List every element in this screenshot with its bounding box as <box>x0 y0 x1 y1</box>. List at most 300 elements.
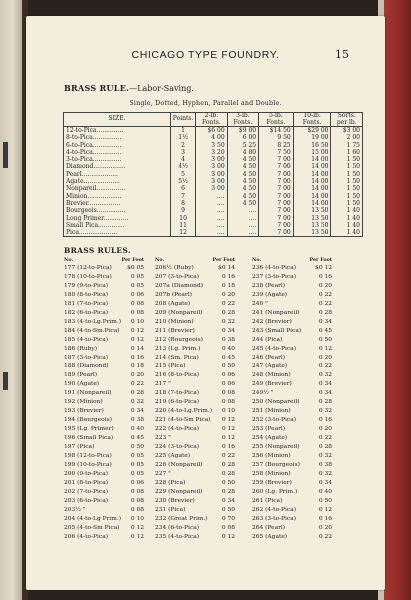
number-header: No. <box>64 257 74 263</box>
rule-number-and-size: 264 (Pearl) <box>252 524 286 531</box>
price-cell: .... <box>196 215 227 222</box>
price-cell: 7 00 <box>259 215 294 222</box>
list-item <box>252 398 332 407</box>
price-cell: 1 75 <box>331 142 363 149</box>
rule-price: 0 28 <box>130 390 144 397</box>
table-row <box>64 163 363 170</box>
list-item <box>252 515 332 524</box>
list-item <box>155 398 235 407</box>
rule-price: 0 20 <box>130 372 144 379</box>
list-item <box>64 345 144 354</box>
price-cell: 7 00 <box>259 222 294 229</box>
column-header: 2-lb. Fonts. <box>196 113 227 127</box>
column-header: SIZE. <box>64 113 171 127</box>
rule-number-and-size: 217 " <box>155 381 171 388</box>
price-cell: 7 00 <box>259 163 294 170</box>
rule-price: 0 28 <box>221 461 235 468</box>
list-item <box>155 533 235 542</box>
rule-price: 0 22 <box>318 291 332 298</box>
rule-number-and-size: 229 (Nonpareil) <box>155 488 203 495</box>
price-cell: 7 00 <box>259 200 294 207</box>
rule-price: 0 12 <box>130 336 144 343</box>
price-cell: 7 50 <box>259 149 294 156</box>
list-item <box>252 407 332 416</box>
price-cell: 3 00 <box>196 171 227 178</box>
rule-number-and-size: 190 (Agate) <box>64 381 100 388</box>
column-header: Sorts. per lb. <box>331 113 363 127</box>
rule-number-and-size: 231 (Pica) <box>155 506 186 513</box>
rule-price: 0 28 <box>221 309 235 316</box>
rule-price: 0 12 <box>221 426 235 433</box>
rule-number-and-size: 244 (Pica) <box>252 336 283 343</box>
list-item <box>252 264 332 273</box>
list-item <box>155 506 235 515</box>
list-item <box>64 515 144 524</box>
price-cell: 10 <box>171 215 196 222</box>
size-name-cell: Pica.................... <box>64 229 171 237</box>
rule-price: 0 12 <box>221 417 235 424</box>
rule-price: 0 32 <box>318 408 332 415</box>
price-cell: 13 50 <box>293 207 331 214</box>
price-cell: $3 00 <box>331 127 363 135</box>
rule-price: 0 32 <box>318 453 332 460</box>
rule-number-and-size: 221 (4-to-Sm Pica) <box>155 417 211 424</box>
list-item <box>155 371 235 380</box>
rule-price: 0 28 <box>221 488 235 495</box>
price-cell: 8 25 <box>259 142 294 149</box>
rule-number-and-size: 235 (4-to-Pica) <box>155 533 200 540</box>
list-item <box>252 380 332 389</box>
price-cell: 3 20 <box>196 149 227 156</box>
number-header: No. <box>252 257 262 263</box>
size-name-cell: 6-to-Pica............... <box>64 142 171 149</box>
price-cell: 1 40 <box>331 207 363 214</box>
price-cell: 7 00 <box>259 229 294 237</box>
rule-price: 0 28 <box>318 444 332 451</box>
rule-price: 0 40 <box>318 488 332 495</box>
rule-price: 0 38 <box>318 461 332 468</box>
rule-price: 0 32 <box>130 399 144 406</box>
price-cell: 4 50 <box>227 171 258 178</box>
list-item <box>64 479 144 488</box>
list-item <box>64 291 144 300</box>
rule-number-and-size: 192 (Minion) <box>64 399 103 406</box>
rule-price: 0 05 <box>130 453 144 460</box>
rule-number-and-size: 210 (Minion) <box>155 318 194 325</box>
list-item <box>64 470 144 479</box>
price-cell: 4 50 <box>227 163 258 170</box>
list-item <box>64 336 144 345</box>
list-item <box>252 336 332 345</box>
rule-number-and-size: 180 (8-to-Pica) <box>64 291 109 298</box>
rule-price: 0 22 <box>318 300 332 307</box>
price-cell: 3 00 <box>196 185 227 192</box>
list-item <box>252 497 332 506</box>
list-item <box>252 479 332 488</box>
table-row <box>64 156 363 163</box>
rule-price: 0 20 <box>318 354 332 361</box>
column-header <box>155 256 235 264</box>
rule-price: 0 08 <box>130 506 144 513</box>
rule-price: 0 38 <box>130 417 144 424</box>
rule-price: 0 40 <box>130 426 144 433</box>
list-item <box>64 398 144 407</box>
price-cell: 4 50 <box>227 156 258 163</box>
price-cell: 1 40 <box>331 229 363 237</box>
list-item <box>64 533 144 542</box>
list-item <box>155 515 235 524</box>
rule-price: 0 10 <box>130 515 144 522</box>
list-item <box>155 264 235 273</box>
rule-number-and-size: 185 (4-to-Pica) <box>64 336 109 343</box>
rule-number-and-size: 260 (Lg. Prim.) <box>252 488 298 495</box>
rule-price: 0 34 <box>318 381 332 388</box>
list-item <box>252 389 332 398</box>
rule-price: 0 08 <box>130 309 144 316</box>
rule-number-and-size: 208 (Agate) <box>155 300 191 307</box>
rule-price: 0 08 <box>221 524 235 531</box>
rule-number-and-size: 238 (Pearl) <box>252 282 286 289</box>
rule-number-and-size: 261 (Pica) <box>252 497 283 504</box>
rule-number-and-size: 222 (4-to-Pica) <box>155 426 200 433</box>
list-item <box>64 434 144 443</box>
rule-number-and-size: 263 (3-to-Pica) <box>252 515 297 522</box>
catalog-page <box>26 16 385 590</box>
price-cell: 4 00 <box>196 134 227 141</box>
running-title: CHICAGO TYPE FOUNDRY. <box>131 49 280 61</box>
rule-price: 0 34 <box>221 497 235 504</box>
rule-number-and-size: 219 (6-to-Pica) <box>155 399 200 406</box>
table-row <box>64 207 363 214</box>
size-name-cell: Nonpareil............... <box>64 185 171 192</box>
list-item <box>155 300 235 309</box>
rule-number-and-size: 196 (Small Pica) <box>64 435 114 442</box>
rule-number-and-size: 262 (4-to-Pica) <box>252 506 297 513</box>
price-cell: 13 50 <box>293 222 331 229</box>
price-cell: .... <box>196 207 227 214</box>
brass-rules-column <box>64 256 144 542</box>
rule-number-and-size: 209 (Nonpareil) <box>155 309 203 316</box>
rule-price: 0 22 <box>318 435 332 442</box>
list-item <box>155 461 235 470</box>
rule-number-and-size: 203 (6-to-Pica) <box>64 497 109 504</box>
rule-number-and-size: 237 (3-to-Pica) <box>252 273 297 280</box>
price-cell: 12 <box>171 229 196 237</box>
list-item <box>252 318 332 327</box>
rule-price: 0 18 <box>221 282 235 289</box>
list-item <box>64 318 144 327</box>
price-cell: 1 50 <box>331 171 363 178</box>
rule-number-and-size: 207 (3-to-Pica) <box>155 273 200 280</box>
price-cell: 13 50 <box>293 229 331 237</box>
rule-number-and-size: 241 (Nonpareil) <box>252 309 300 316</box>
rule-price: 0 32 <box>318 470 332 477</box>
rule-price: 0 34 <box>221 327 235 334</box>
rule-price: 0 12 <box>130 533 144 540</box>
column-header <box>252 256 332 264</box>
list-item <box>252 416 332 425</box>
price-cell: 1 50 <box>331 178 363 185</box>
list-item <box>64 282 144 291</box>
price-cell: 14 00 <box>293 156 331 163</box>
list-item <box>155 416 235 425</box>
section-subtitle: Single, Dotted, Hyphen, Parallel and Double. <box>129 100 282 107</box>
size-name-cell: Agate................... <box>64 178 171 185</box>
rule-price: 0 40 <box>221 345 235 352</box>
price-cell: 14 00 <box>293 178 331 185</box>
rule-number-and-size: 188 (Diamond) <box>64 363 109 370</box>
rule-number-and-size: 256 (Minion) <box>252 453 291 460</box>
rule-price: 0 22 <box>318 363 332 370</box>
list-item <box>252 300 332 309</box>
rule-price: 0 28 <box>318 399 332 406</box>
list-item <box>252 345 332 354</box>
rule-number-and-size: 206½ (Ruby) <box>155 265 194 271</box>
rule-price: 0 10 <box>130 318 144 325</box>
rule-price: 0 50 <box>221 363 235 370</box>
list-item <box>155 425 235 434</box>
list-item <box>252 425 332 434</box>
rule-price: 0 14 <box>130 345 144 352</box>
rule-number-and-size: 230 (Brevier) <box>155 497 195 504</box>
rule-number-and-size: 189 (Pearl) <box>64 372 98 379</box>
list-item <box>64 461 144 470</box>
list-item <box>252 506 332 515</box>
list-item <box>64 300 144 309</box>
section-title-main: BRASS RULE. <box>64 83 130 93</box>
rule-number-and-size: 249 (Brevier) <box>252 381 292 388</box>
rule-price: 0 08 <box>130 300 144 307</box>
list-item <box>155 345 235 354</box>
rule-price: 0 50 <box>318 497 332 504</box>
rule-price: $0 12 <box>315 265 332 271</box>
rule-number-and-size: 199 (10-to-Pica) <box>64 461 112 468</box>
price-cell: 1 40 <box>331 222 363 229</box>
price-cell: 1 <box>171 127 196 135</box>
rule-price: 0 08 <box>130 497 144 504</box>
price-cell: 1 50 <box>331 163 363 170</box>
rule-number-and-size: 194 (Bourgeois) <box>64 417 112 424</box>
rule-number-and-size: 191 (Nonpareil) <box>64 390 112 397</box>
price-cell: 6 00 <box>227 134 258 141</box>
rule-price: 0 12 <box>130 327 144 334</box>
price-cell: 19 00 <box>293 134 331 141</box>
rule-number-and-size: 213 (Lg. Prim.) <box>155 345 201 352</box>
rule-number-and-size: 240 " <box>252 300 268 307</box>
rule-number-and-size: 182 (6-to-Pica) <box>64 309 109 316</box>
rule-number-and-size: 177 (12-to-Pica) <box>64 265 112 271</box>
rule-number-and-size: 207b (Pearl) <box>155 291 192 298</box>
price-cell: 13 50 <box>293 215 331 222</box>
rule-number-and-size: 178 (10-to-Pica) <box>64 273 112 280</box>
rule-price: 0 16 <box>130 354 144 361</box>
rule-price: 0 45 <box>318 327 332 334</box>
list-item <box>155 488 235 497</box>
rule-number-and-size: 227 " <box>155 470 171 477</box>
price-cell: 7 00 <box>259 207 294 214</box>
price-cell: 7 00 <box>259 171 294 178</box>
price-cell: 3 <box>171 149 196 156</box>
rule-number-and-size: 197 (Pica) <box>64 444 95 451</box>
rule-price: 0 06 <box>130 479 144 486</box>
rule-number-and-size: 255 (Nonpareil) <box>252 444 300 451</box>
list-item <box>252 309 332 318</box>
rule-number-and-size: 202 (7-to-Pica) <box>64 488 109 495</box>
rule-price: 0 18 <box>130 363 144 370</box>
list-item <box>155 524 235 533</box>
list-item <box>252 291 332 300</box>
rule-price: 0 12 <box>221 435 235 442</box>
rule-number-and-size: 205 (4-to-Sm Pica) <box>64 524 120 531</box>
rule-number-and-size: 259 (Brevier) <box>252 479 292 486</box>
size-name-cell: 12-to-Pica.............. <box>64 127 171 135</box>
rule-number-and-size: 201 (8-to-Pica) <box>64 479 109 486</box>
list-item <box>155 291 235 300</box>
rule-price: 0 05 <box>130 273 144 280</box>
rule-number-and-size: 204 (4-to-Lg Prim.) <box>64 515 122 522</box>
list-item <box>64 273 144 282</box>
price-cell: 4 50 <box>227 185 258 192</box>
price-cell: 8 <box>171 200 196 207</box>
price-cell: $29 00 <box>293 127 331 135</box>
rule-price: 0 05 <box>130 461 144 468</box>
rule-price: 0 45 <box>221 354 235 361</box>
rule-price: 0 16 <box>221 273 235 280</box>
rule-number-and-size: 220 (4-to-Lg.Prim.) <box>155 408 213 415</box>
price-cell: 1 50 <box>331 156 363 163</box>
rule-price: 0 10 <box>221 408 235 415</box>
rule-number-and-size: 183 (4-to-Lg.Prim.) <box>64 318 122 325</box>
rule-number-and-size: 250 (Nonpareil) <box>252 399 300 406</box>
rule-price: 0 16 <box>318 417 332 424</box>
list-item <box>64 497 144 506</box>
list-item <box>64 362 144 371</box>
rule-number-and-size: 253 (Pearl) <box>252 426 286 433</box>
list-item <box>155 470 235 479</box>
list-item <box>252 443 332 452</box>
price-cell: 9 50 <box>259 134 294 141</box>
list-item <box>155 282 235 291</box>
list-item <box>155 389 235 398</box>
rule-price: 0 20 <box>318 282 332 289</box>
list-item <box>64 452 144 461</box>
list-item <box>155 380 235 389</box>
rule-number-and-size: 207a (Diamond) <box>155 282 204 289</box>
spine-dark-mark <box>3 142 8 168</box>
rule-number-and-size: 236 (4-to-Pica) <box>252 265 297 271</box>
list-item <box>64 488 144 497</box>
list-item <box>252 327 332 336</box>
rule-number-and-size: 234 (6-to-Pica) <box>155 524 200 531</box>
price-cell: 5 25 <box>227 142 258 149</box>
rule-number-and-size: 200 (9-to-Pica) <box>64 470 109 477</box>
rule-price: 0 50 <box>221 479 235 486</box>
price-cell: 4 50 <box>227 193 258 200</box>
rule-price: 0 70 <box>221 515 235 522</box>
rule-number-and-size: 195 (Lg. Primer) <box>64 426 114 433</box>
price-cell: 15 00 <box>293 149 331 156</box>
rule-number-and-size: 203½ " <box>64 506 86 513</box>
list-item <box>252 354 332 363</box>
price-cell: 1 50 <box>331 185 363 192</box>
list-item <box>64 309 144 318</box>
rule-price: 0 20 <box>221 291 235 298</box>
rule-number-and-size: 265 (Agate) <box>252 533 288 540</box>
price-cell: .... <box>196 193 227 200</box>
rule-number-and-size: 181 (7-to-Pica) <box>64 300 109 307</box>
price-cell: .... <box>227 229 258 237</box>
size-name-cell: Diamond................. <box>64 163 171 170</box>
size-name-cell: 8-to-Pica............... <box>64 134 171 141</box>
rule-price: $0 14 <box>218 265 235 271</box>
rule-price: 0 22 <box>130 381 144 388</box>
list-item <box>64 416 144 425</box>
price-cell: 14 00 <box>293 193 331 200</box>
rule-number-and-size: 251 (Minion) <box>252 408 291 415</box>
list-item <box>252 488 332 497</box>
rule-price: 0 12 <box>221 533 235 540</box>
price-cell: 6 <box>171 185 196 192</box>
price-cell: .... <box>196 200 227 207</box>
column-header: 3-lb. Fonts. <box>227 113 258 127</box>
rule-number-and-size: 232 (Great Prim.) <box>155 515 208 522</box>
rule-number-and-size: 206 (4-to-Pica) <box>64 533 109 540</box>
price-cell: 14 00 <box>293 163 331 170</box>
rule-price: 0 20 <box>318 426 332 433</box>
price-cell: 9 <box>171 207 196 214</box>
price-cell: 7 00 <box>259 178 294 185</box>
price-cell: 1 50 <box>331 193 363 200</box>
rule-price: 0 34 <box>318 479 332 486</box>
rule-price: 0 06 <box>130 291 144 298</box>
list-item <box>155 479 235 488</box>
brass-rules-column <box>155 256 235 542</box>
table-row <box>64 215 363 222</box>
rule-price: 0 28 <box>221 470 235 477</box>
size-name-cell: 4-to-Pica............... <box>64 149 171 156</box>
rule-price: 0 50 <box>221 506 235 513</box>
rule-number-and-size: 198 (12-to-Pica) <box>64 453 112 460</box>
table-row <box>64 134 363 141</box>
rule-number-and-size: 242 (Brevier) <box>252 318 292 325</box>
price-cell: 7 00 <box>259 193 294 200</box>
rule-number-and-size: 239 (Agate) <box>252 291 288 298</box>
rule-price: 0 16 <box>318 273 332 280</box>
table-row <box>64 171 363 178</box>
rule-number-and-size: 216 (8-to-Pica) <box>155 372 200 379</box>
list-item <box>155 354 235 363</box>
rule-number-and-size: 258 (Minion) <box>252 470 291 477</box>
rule-number-and-size: 252 (3-to-Pica) <box>252 417 297 424</box>
rule-number-and-size: 225 (Agate) <box>155 453 191 460</box>
rule-number-and-size: 212 (Bourgeois) <box>155 336 203 343</box>
brass-rule-price-table <box>63 112 363 237</box>
price-cell: .... <box>227 222 258 229</box>
price-cell: 3 00 <box>196 178 227 185</box>
list-item <box>155 434 235 443</box>
rule-number-and-size: 254 (Agate) <box>252 435 288 442</box>
rule-price: 0 34 <box>318 390 332 397</box>
price-header: Per Foot <box>309 257 332 263</box>
list-item <box>252 371 332 380</box>
price-cell: .... <box>227 215 258 222</box>
rule-price: 0 38 <box>221 336 235 343</box>
price-header: Per Foot <box>121 257 144 263</box>
list-item <box>155 497 235 506</box>
rule-number-and-size: 193 (Brevier) <box>64 408 104 415</box>
list-item <box>64 380 144 389</box>
price-cell: 16 50 <box>293 142 331 149</box>
